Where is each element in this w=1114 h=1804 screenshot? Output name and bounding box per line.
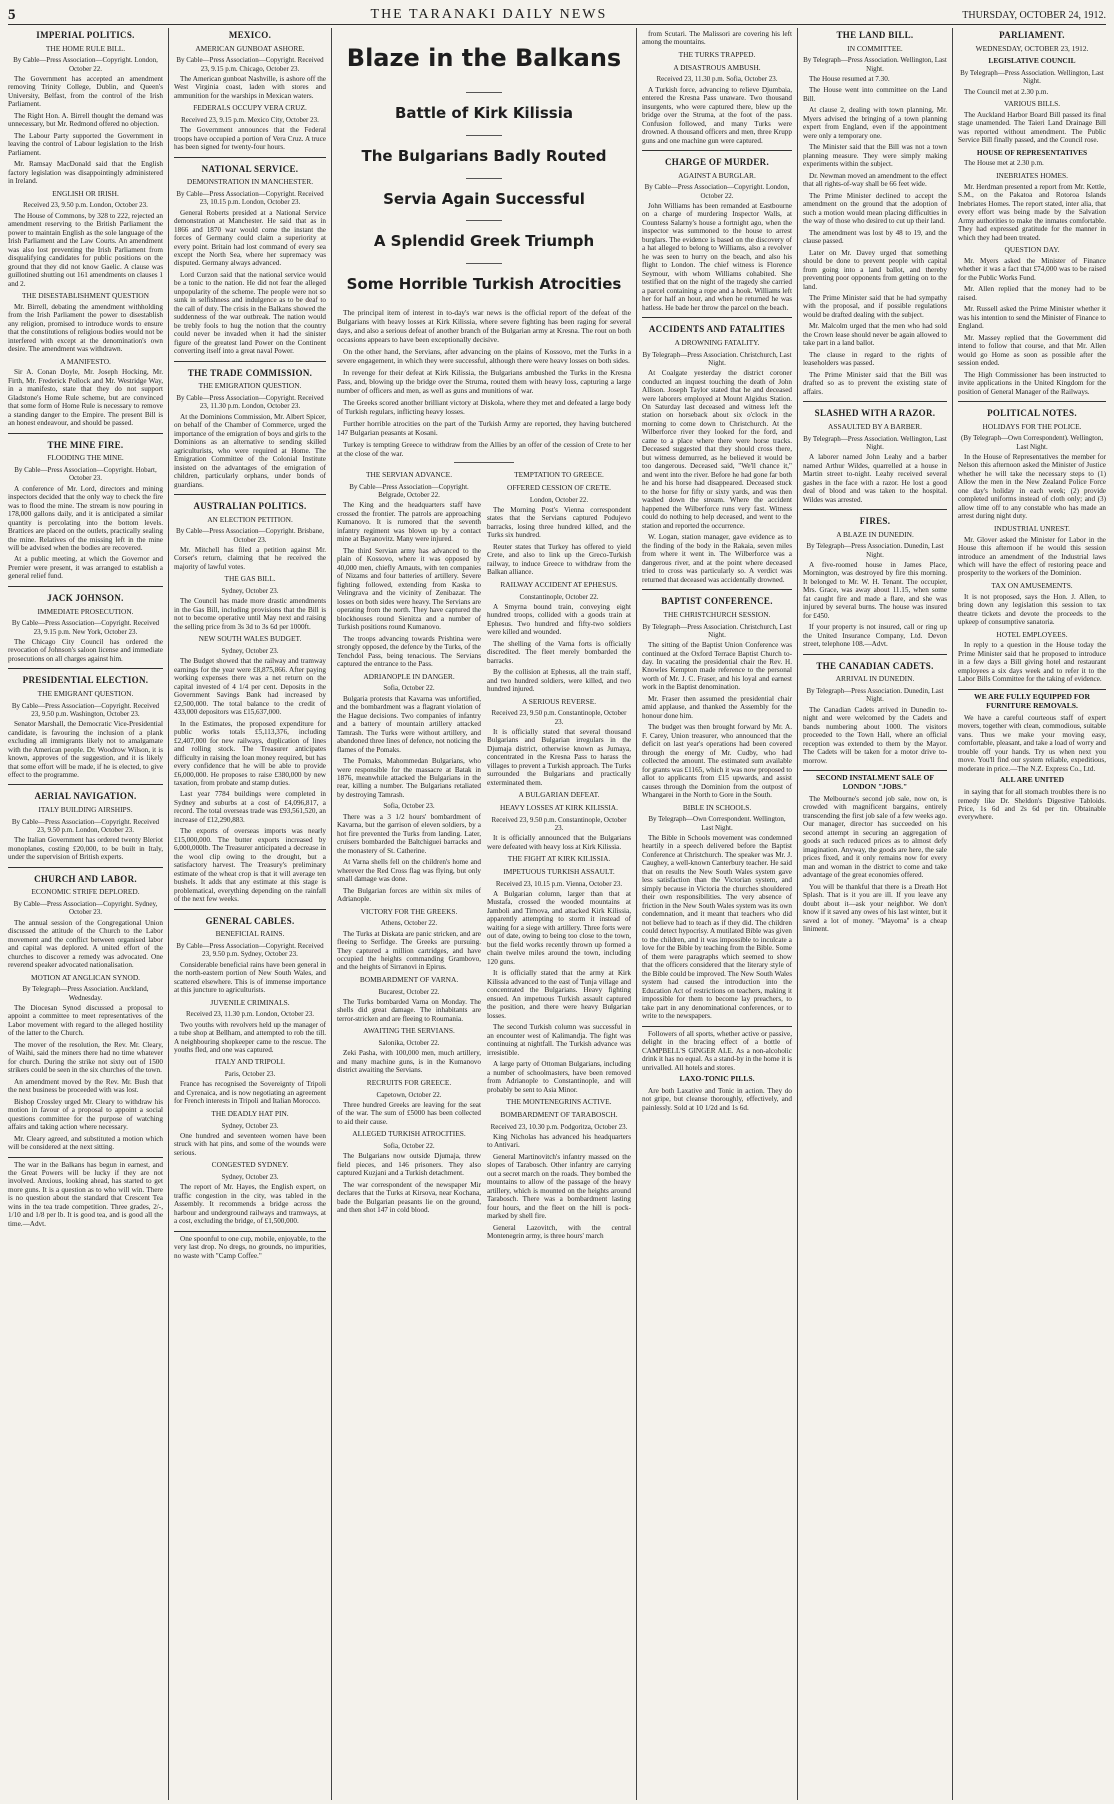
- divider: [466, 135, 502, 136]
- dateline: Salonika, October 22.: [378, 1039, 440, 1048]
- article-heading: POLITICAL NOTES.: [987, 408, 1077, 419]
- paragraph: Two youths with revolvers held up the manager of a tube shop at Bellham, and attempted to rob the till. A neighbouring shopkeeper came to the rescue. The youths fled, and one was captured.: [174, 1020, 326, 1054]
- feature-subcolumns: [337, 467, 631, 1243]
- dateline: Sofia, October 22.: [383, 684, 435, 693]
- divider: [642, 150, 792, 151]
- divider: [803, 654, 947, 655]
- paragraph: In reply to a question in the House today the Prime Minister said that he proposed to introduce in a few days a Bill giving hotel and restaurant employees a six days week and to refer it to the Labor Bills Committee for the taking of evidence.: [958, 641, 1106, 684]
- feature-headline: Blaze in the Balkans: [346, 44, 622, 72]
- dateline: Received 23, 9.50 p.m. Constantinople, October 23.: [491, 815, 627, 832]
- paragraph: At Varna shells fell on the children's home and wherever the Red Cross flag was flying, but only small damage was done.: [337, 858, 481, 884]
- dateline: Paris, October 23.: [224, 1070, 276, 1079]
- paragraph: A conference of Mr. Lord, directors and mining inspectors decided that the only way to check the fire was to flood the mine. The stream is now pouring in 178,000 gallons daily, and it is anticipated a similar quantity is percolating into the bottom levels. Brattices are placed on the outlets, practically sealing the mine. Relatives of the missing left in the mine will be advised when the bodies are recovered.: [8, 484, 163, 552]
- column-rule: [636, 28, 637, 1800]
- article-heading: THE CANADIAN CADETS.: [816, 660, 934, 671]
- subheading: A DISASTROUS AMBUSH.: [673, 62, 761, 72]
- subheading: AWAITING THE SERVIANS.: [363, 1026, 455, 1036]
- paragraph: Reuter states that Turkey has offered to yield Crete, and also to link up the Greco-Turkish railway, to induce Greece to withdraw from the Balkan alliance.: [487, 542, 631, 577]
- paragraph: It is not proposed, says the Hon. J. Allen, to bring down any legislation this session to tax theatre tickets and devote the proceeds to the upkeep of consumptive sanatoria.: [958, 592, 1106, 627]
- dateline: By Cable—Press Association—Copyright. Sydney, October 23.: [13, 900, 158, 917]
- subheading: JUVENILE CRIMINALS.: [210, 997, 290, 1007]
- paragraph: The shelling of the Varna forts is officially discredited. The fleet merely bombarded the barracks.: [487, 639, 631, 665]
- subheading: DEMONSTRATION IN MANCHESTER.: [186, 177, 314, 187]
- subheading: ENGLISH OR IRISH.: [52, 188, 119, 198]
- subheading: AMERICAN GUNBOAT ASHORE.: [195, 43, 305, 53]
- subheading: THE FIGHT AT KIRK KILISSIA.: [507, 854, 611, 864]
- paragraph: John Williams has been remanded at Eastbourne on a charge of murdering Inspector Walls, at Countess Salarny's house a fortnight ago, when the inspector was summoned to the house to arrest burglars. The evidence is based on the discovery of a hat alleged to belong to Williams, also a revolver he was seen to hurry on the beach, and also his flight to London. The chief witness is Florence Seymour, with whom Williams cohabited. She testified that on the night of the tragedy she carried a parcel containing a rope and a hook. Williams left her for half an hour, and when he returned he was hatless. He bade her throw the parcel on the beach.: [642, 201, 792, 312]
- dateline: By Telegraph—Press Association. Dunedin, Last Night.: [806, 687, 944, 704]
- divider: [8, 784, 163, 785]
- divider: [8, 1157, 163, 1158]
- divider: [466, 220, 502, 221]
- subheading: ALLEGED TURKISH ATROCITIES.: [352, 1129, 466, 1139]
- dateline: By Cable—Press Association—Copyright. London, October 22.: [644, 183, 790, 200]
- feature-subheadline: Servia Again Successful: [383, 189, 585, 208]
- dateline: Received 23, 9.50 p.m. Constantinople, October 23.: [491, 709, 627, 726]
- paragraph: from Scutari. The Malissori are covering his left among the mountains.: [642, 30, 792, 47]
- paragraph: A Smyrna bound train, conveying eight hundred troops, collided with a goods train at Ephesus. Two hundred and fifty-two soldiers were killed and wounded.: [487, 602, 631, 637]
- divider: [174, 909, 326, 910]
- dateline: Received 23, 10.15 p.m. Vienna, October 23.: [495, 879, 623, 888]
- article-heading: THE LAND BILL.: [836, 30, 914, 40]
- column-rule: [797, 28, 798, 1800]
- paragraph: The Prime Minister said that the Bill was drafted so as to prevent the existing state of affairs.: [803, 370, 947, 396]
- dateline: Sofia, October 23.: [383, 802, 435, 811]
- paragraph: There was a 3 1/2 hours' bombardment of Kavarna, but the garrison of eleven soldiers, by a hot fire prevented the Turks from landing. Later, cruisers bombarded the Baltchiguei barracks and the monastery of St. Catherine.: [337, 812, 481, 855]
- divider: [174, 494, 326, 495]
- paragraph: An amendment moved by the Rev. Mr. Bush that the next business be proceeded with was lost.: [8, 1077, 163, 1095]
- dateline: By Cable—Press Association—Copyright. Received 23, 9.15 p.m. New York, October 23.: [11, 619, 160, 636]
- dateline: By Cable—Press Association—Copyright. London, October 22.: [13, 56, 158, 73]
- dateline: London, October 22.: [529, 495, 589, 504]
- advertisement-heading: ALL ARE UNITED: [999, 775, 1065, 785]
- subheading: IMMEDIATE PROSECUTION.: [37, 606, 134, 616]
- subheading: THE TURKS TRAPPED.: [678, 49, 756, 59]
- article-heading: BAPTIST CONFERENCE.: [661, 596, 773, 607]
- divider: [642, 589, 792, 590]
- dateline: By Cable—Press Association—Copyright. Received 23, 9.50 p.m. London, October 23.: [11, 817, 160, 835]
- subheading: A SERIOUS REVERSE.: [521, 696, 597, 706]
- dateline: By Telegraph—Own Correspondent. Wellington, Last Night.: [648, 815, 786, 832]
- paragraph: Mr. Mitchell has filed a petition against Mr. Corser's return, claiming that he received the majority of lawful votes.: [174, 545, 326, 571]
- paragraph: In the House of Representatives the member for Nelson this afternoon asked the Minister of Justice whether he will take the necessary steps to (1) Allow the men in the New Zealand Police Force one day's holiday in each week; (2) provide completed uniforms instead of cloth only; and (3) allow time off to any constable who has made an arrest during night duty.: [958, 452, 1106, 521]
- paragraph: Three hundred Greeks are leaving for the seat of the war. The sum of £5000 has been collected to aid their cause.: [337, 1100, 481, 1126]
- paragraph: The exports of overseas imports was nearly £15,000,000. The butter exports increased by 6,000,000lb. The Treasurer anticipated a decrease in the wool clip owing to the drought, but a satisfactory harvest. The Treasury's preliminary estimate of the wheat crop is that it will average ten bushels. It adds that any estimate at this stage is problematical, everything depending on the rainfall of the next few weeks.: [174, 827, 326, 904]
- dateline: By Telegraph—Press Association. Wellington, Last Night.: [803, 434, 947, 451]
- feature-subheadline: The Bulgarians Badly Routed: [361, 147, 607, 165]
- subheading: HEAVY LOSSES AT KIRK KILISSIA.: [500, 803, 618, 812]
- advertisement-heading: SECOND INSTALMENT SALE OF LONDON "JOBS.": [815, 772, 935, 791]
- feature-subcolumn-left: [337, 467, 481, 1243]
- dateline: Sydney, October 23.: [221, 587, 279, 596]
- paragraph: W. Logan, station manager, gave evidence as to the finding of the body in the Rakaia, seven miles from where it went in. The Wilberforce was a dangerous river, and at the point where deceased tried to cross was particularly so. A verdict was returned that deceased was accidentally drowned.: [642, 533, 792, 584]
- dateline: By Cable—Press Association—Copyright. Received 23, 9.50 p.m. Sydney, October 23.: [176, 942, 324, 959]
- dateline: By Cable—Press Association—Copyright. Received 23, 11.30 p.m. London, October 23.: [176, 394, 324, 411]
- subheading: A DROWNING FATALITY.: [674, 337, 760, 347]
- paragraph: The Government has accepted an amendment removing Trinity College, Dublin, and Queen's University, Belfast, from the control of the Irish Parliament.: [8, 74, 163, 109]
- advertisement-heading: WE ARE FULLY EQUIPPED FOR FURNITURE REMOVALS.: [974, 691, 1090, 710]
- paragraph: The Labour Party supported the Government in leaving the control of Labour legislation to the Irish Parliament.: [8, 131, 163, 157]
- advertisement: The war in the Balkans has begun in earnest, and the Great Powers will be lucky if they are not involved. Anxious, looking ahead, has started to get more guns. It is a question as to who will win. There is no question about the standard that Crescent Tea wins in the tea trade competition. Three grades, 2/-, 1/10 and 1/8 per lb. It is good tea, and is good all the time.—Advt.: [8, 1160, 163, 1228]
- subheading: THE MONTENEGRINS ACTIVE.: [506, 1097, 612, 1107]
- paragraph: The Italian Government has ordered twenty Bleriot monoplanes, costing £20,000, to be built in Italy, under the supervision of British experts.: [8, 836, 163, 862]
- feature-subheadline: Some Horrible Turkish Atrocities: [346, 275, 622, 294]
- subheading: A BULGARIAN DEFEAT.: [518, 790, 600, 800]
- paragraph: Bishop Crossley urged Mr. Cleary to withdraw his motion in favour of a proposal to appoint a social questions committee for the purpose of watching affairs and taking action where necessary.: [8, 1097, 163, 1132]
- dateline: Sydney, October 23.: [221, 1173, 279, 1182]
- article-heading: ACCIDENTS AND FATALITIES: [648, 324, 786, 335]
- paragraph: At Coalgate yesterday the district coroner conducted an inquest touching the death of John Allison. Joseph Taylor stated that he and deceased were laborers employed at Mount Algidus Station. On Saturday last deceased and witness left the station on horseback about six o'clock in the morning to come down to Christchurch. At the Wilberforce river they looked for the ford, and came to a place where there were horse tracks. Deceased suggested that they should cross there, but witness demurred, as he believed it would be too dangerous. Deceased said, "We'll chance it," and went into the river. Before he had gone far both he and his horse had disappeared. Deceased stuck to the horse for fifty or sixty yards, and was then washed down the stream. Where the accident happened the Wilberforce runs very fast. Witness could do nothing to help deceased, and went to the station and reported the occurrence.: [642, 369, 792, 530]
- dateline: By Telegraph—Press Association. Wellington, Last Night.: [803, 56, 947, 73]
- paragraph: King Nicholas has advanced his headquarters to Antivari.: [487, 1132, 631, 1150]
- column-rule: [168, 28, 169, 1800]
- masthead: [8, 6, 1106, 25]
- paragraph: The Diocesan Synod discussed a proposal to appoint a committee to meet representatives of the Labor movement with regard to the alleged hostility of the latter to the Church.: [8, 1003, 163, 1038]
- article-heading: NATIONAL SERVICE.: [201, 163, 299, 174]
- subheading: ITALY AND TRIPOLI.: [215, 1057, 285, 1067]
- subheading: RECRUITS FOR GREECE.: [366, 1077, 452, 1087]
- paragraph: The King and the headquarters staff have crossed the frontier. The patrols are approaching Kumanovo. It is rumored that the seventh infantry regiment was blown up by a contact mine at Bayanovitz. Many were injured.: [337, 501, 481, 544]
- paragraph: Bulgaria protests that Kavarna was unfortified, and the bombardment was a flagrant violation of the Hague decisions. Two companies of infantry and a battery of mountain artillery attacked Tamrash. The Turks were without artillery, and abandoned three lines of defence, not noticing the flames of the Pomaks.: [337, 694, 481, 754]
- newspaper-title: THE TARANAKI DAILY NEWS: [370, 7, 608, 22]
- subheading: HOUSE OF REPRESENTATIVES: [976, 147, 1088, 157]
- paragraph: The budget was then brought forward by Mr. A. F. Carey, Union treasurer, who announced that the deficit on last year's operations had been covered through the energy of Mr. Cudby, who had collected the amount. The estimated sum available for grants was £1165, which it was now proposed to allot to applicants from £15 upwards, and assist causes through the Dominion from the outpost of Whangarei in the North to Gore in the South.: [642, 723, 792, 800]
- divider: [8, 867, 163, 868]
- paragraph: The House of Commons, by 328 to 222, rejected an amendment reserving to the British Parliament the power to maintain English as the sole language of the Irish Parliament and the Law Courts. An amendment was also lost preventing the Irish Parliament from disqualifying candidates for public positions on the ground that they did not know Gaelic. A clause was guillotined shutting out 161 amendments on clauses 1 and 2.: [8, 211, 163, 288]
- divider: [454, 462, 514, 463]
- article-heading: AUSTRALIAN POLITICS.: [193, 501, 307, 512]
- subheading: ASSAULTED BY A BARBER.: [828, 421, 922, 431]
- divider: [174, 157, 326, 158]
- paragraph: The second Turkish column was successful in an encounter west of Kalimandja. The fight was continuing at nightfall. The Turkish advance was irresistible.: [487, 1023, 631, 1057]
- paragraph: The Council met at 2.30 p.m.: [964, 87, 1049, 96]
- column-3: [333, 28, 635, 1800]
- subheading: THE HOME RULE BILL.: [45, 43, 126, 53]
- dateline: By Cable—Press Association—Copyright. Brisbane, October 23.: [176, 527, 324, 544]
- article-heading: CHURCH AND LABOR.: [34, 873, 137, 884]
- paragraph: It is officially announced that the Bulgarians were defeated with heavy loss at Kirk Kilissia.: [487, 834, 631, 851]
- paragraph: The report of Mr. Hayes, the English expert, on traffic congestion in the city, was tabled in the Assembly. It recommends a bridge across the harbour and underground railways and tramways, at a cost, excluding the bridge, of £1,500,000.: [174, 1183, 326, 1226]
- dateline: By Telegraph—Press Association. Auckland, Wednesday.: [22, 985, 149, 1002]
- paragraph: Mr. Ramsay MacDonald said that the English factory legislation was disappointingly administered in Ireland.: [8, 160, 163, 186]
- dateline: Sydney, October 23.: [221, 1121, 279, 1130]
- subheading: INDUSTRIAL UNREST.: [994, 523, 1070, 533]
- feature-subcolumn-right: [487, 467, 631, 1243]
- paragraph: The Prime Minister said that he had sympathy with the proposal, and if possible regulations would be drafted dealing with the subject.: [803, 293, 947, 319]
- subheading: HOLIDAYS FOR THE POLICE.: [982, 421, 1082, 431]
- advertisement: in saying that for all stomach troubles there is no remedy like Dr. Sheldon's Digestive Tabloids. Price, 1s 6d and 2s 6d per tin. Obtainable everywhere.: [958, 788, 1106, 822]
- article-heading: JACK JOHNSON.: [47, 592, 124, 603]
- subheading: BENEFICIAL RAINS.: [215, 929, 285, 939]
- divider: [958, 689, 1106, 690]
- paragraph: The Morning Post's Vienna correspondent states that the Servians captured Podujevo barracks, losing three hundred killed, and the Turks six hundred.: [487, 505, 631, 540]
- paragraph: The American gunboat Nashville, is ashore off the West Virginia coast, laden with stores and ammunition for the warships in Mexican waters.: [174, 74, 326, 100]
- dateline: Received 23, 9.15 p.m. Mexico City, October 23.: [181, 116, 319, 125]
- subheading: VARIOUS BILLS.: [1003, 99, 1061, 109]
- dateline: By Cable—Press Association—Copyright. Received 23, 9.15 p.m. Chicago, October 23.: [176, 56, 324, 73]
- page-number: 5: [8, 6, 16, 23]
- paragraph: Mr. Massey replied that the Government did intend to follow that course, and that Mr. Allen would go Home as soon as possible after the session ended.: [958, 333, 1106, 368]
- paragraph: Senator Marshall, the Democratic Vice-Presidential candidate, is favouring the inclusion of a plank excluding all immigrants likely not to amalgamate with the American people. Dr. Woodrow Wilson, it is known, approves of the suggestion, and it is likely that some effort will be made, if he is elected, to give effect to the programme.: [8, 720, 163, 779]
- divider: [8, 433, 163, 434]
- paragraph: Mr. Fraser then assumed the presidential chair amid applause, and thanked the Assembly for the honour done him.: [642, 694, 792, 720]
- dateline: Capetown, October 22.: [376, 1090, 442, 1099]
- article-heading: AERIAL NAVIGATION.: [34, 791, 137, 802]
- subheading: INEBRIATES HOMES.: [996, 170, 1068, 180]
- column-4: [638, 28, 796, 1800]
- dateline: Received 23, 11.30 p.m. London, October 23.: [185, 1010, 315, 1019]
- dateline: By Cable—Press Association—Copyright. Belgrade, October 22.: [349, 482, 469, 500]
- subheading: AGAINST A BURGLAR.: [678, 170, 756, 180]
- subheading: THE SERVIAN ADVANCE.: [365, 470, 453, 480]
- article-heading: THE MINE FIRE.: [47, 439, 124, 450]
- advertisement: The Melbourne's second job sale, now on, is crowded with magnificent bargains, entirely transcending the first job sale of a few weeks ago. Our manager, director has succeeded on his second attempt in securing an aggregation of goods at such reduced prices as to almost defy imagination. Anyway, the goods are here, the sale prices fixed, and it only remains now for every man and woman in the district to come and take advantage of the great economies offered.: [803, 794, 947, 880]
- dateline: Constantinople, October 22.: [519, 592, 599, 601]
- article-heading: FIRES.: [859, 516, 891, 527]
- article-heading: PRESIDENTIAL ELECTION.: [22, 675, 149, 686]
- subheading: MOTION AT ANGLICAN SYNOD.: [30, 972, 141, 982]
- paragraph: On the other hand, the Servians, after advancing on the plains of Kossovo, met the Turks in a severe engagement, in which they were successful, although there were heavy losses on both sides.: [337, 346, 631, 365]
- dateline: (By Telegraph—Own Correspondent). Wellington, Last Night.: [961, 434, 1103, 451]
- paragraph: A Bulgarian column, larger than that at Mustafa, crossed the wooded mountains at Jamboli and Tirnova, and attacked Kirk Kilissia, apparently attempting to storm it instead of waiting for a siege with artillery. Three forts were out of date, owing to being too close to the town, but the field works recently thrown up formed a chain twelve miles around the town, including 120 guns.: [487, 889, 631, 966]
- paragraph: Zeki Pasha, with 100,000 men, much artillery, and many machine guns, is in the Kumanovo district awaiting the Servians.: [337, 1049, 481, 1075]
- dateline: By Cable—Press Association—Copyright. Received 23, 9.50 p.m. Washington, October 23.: [11, 701, 160, 718]
- paragraph: The Chicago City Council has ordered the revocation of Johnson's saloon license and immediate prosecutions on all charges against him.: [8, 637, 163, 663]
- paragraph: The Canadian Cadets arrived in Dunedin to-night and were welcomed by the Cadets and bands numbering about 1000. The visitors proceeded to the Town Hall, where an official reception was extended to them by the Mayor. The Cadets will be taken for a motor drive to-morrow.: [803, 705, 947, 765]
- article-heading: THE TRADE COMMISSION.: [187, 367, 313, 378]
- paragraph: Mr. Malcolm urged that the men who had sold the Crown lease should never be again allowed to take part in a land ballot.: [803, 322, 947, 348]
- subheading: ECONOMIC STRIFE DEPLORED.: [31, 887, 140, 897]
- paragraph: The amendment was lost by 48 to 19, and the clause passed.: [803, 228, 947, 246]
- paragraph: Mr. Glover asked the Minister for Labor in the House this afternoon if he would this session introduce an amendment of the Industrial laws which will have the effect of restoring peace and prosperity to the workers of the Dominion.: [958, 535, 1106, 578]
- paragraph: At clause 2, dealing with town planning, Mr. Myers advised the bringing of a town planning expert from England, even if the appointment were only a temporary one.: [803, 106, 947, 140]
- subheading: IMPETUOUS TURKISH ASSAULT.: [503, 866, 615, 876]
- paragraph: The sitting of the Baptist Union Conference was continued at the Oxford Terrace Baptist Church to-day. In vacating the presidential chair the Rev. H. Knowles Kempton made reference to the personal worth of Mr. J. C. Fraser, and his loyal and earnest work in the Baptist denomination.: [642, 641, 792, 692]
- dateline: By Telegraph—Press Association. Christchurch, Last Night.: [642, 622, 792, 639]
- subheading: QUESTION DAY.: [1004, 245, 1060, 255]
- divider: [174, 361, 326, 362]
- paragraph: The Bulgarians now outside Djumaja, threw field pieces, and 146 prisoners. They also captured Kuzjani and a Turkish detachment.: [337, 1152, 481, 1178]
- dateline: Athens, October 22.: [380, 919, 438, 928]
- subheading: ITALY BUILDING AIRSHIPS.: [38, 805, 133, 815]
- paragraph: It is officially stated that several thousand Bulgarians and Bulgarian irregulars in the Djumaja district, otherwise known as Jumaya, concentrated in the Kresna Pass to harass the villages to prevent a Turkish approach. The Turks surrounded the Bulgarians and practically exterminated them.: [487, 727, 631, 787]
- article-heading: PARLIAMENT.: [999, 30, 1065, 40]
- divider: [803, 770, 947, 771]
- dateline: Bucarest, October 22.: [378, 987, 440, 996]
- subheading: ADRIANOPLE IN DANGER.: [363, 671, 455, 681]
- divider: [803, 401, 947, 402]
- paragraph: Dr. Newman moved an amendment to the effect that all rights-of-way shall be 66 feet wide.: [803, 171, 947, 189]
- column-rule: [952, 28, 953, 1800]
- divider: [642, 1026, 792, 1027]
- paragraph: The Greeks scored another brilliant victory at Diskola, where they met and defeated a large body of Turkish regulars, inflicting heavy losses.: [337, 398, 631, 417]
- paragraph: The High Commissioner has been instructed to invite applications in the United Kingdom for the position of General Manager of the Railways.: [958, 370, 1106, 396]
- divider: [466, 178, 502, 179]
- feature-summary: [337, 308, 631, 458]
- paragraph: The Bible in Schools movement was condemned heartily in a speech delivered before the Baptist Conference at Christchurch. The speaker was Mr. J. Caughey, a well-known Canterbury teacher. He said that on results the New South Wales system gave less satisfaction than the Victorian system, and simply because in Victoria the churches shouldered their own responsibilities. The very absence of friction in the New South Wales system was its own condemnation, and it meant that teachers who did not believe had to teach as if they did. The children could detect hypocrisy. A mutilated Bible was given to the children, and it was impossible to inculcate a love for the Bible by teaching from the Bible. Some of them were paragraphs which seemed to show that the officers considered that the literary style of the Bible could be improved. The New South Wales system had caused the introduction into the Education Act of restrictions on teachers, making it impossible for them to become lay preachers, to take part in any denominational conferences, or to write to the newspapers.: [642, 833, 792, 1021]
- subheading: THE EMIGRANT QUESTION.: [37, 688, 134, 698]
- paragraph: The mover of the resolution, the Rev. Mr. Cleary, of Waihi, said the miners there had no time whatever for church. During the strike not sixty out of 1500 strikers could be seen in the six churches of the town.: [8, 1040, 163, 1075]
- issue-date: THURSDAY, OCTOBER 24, 1912.: [962, 9, 1106, 21]
- divider: [8, 668, 163, 669]
- subheading: LEGISLATIVE COUNCIL: [988, 56, 1076, 66]
- subheading: OFFERED CESSION OF CRETE.: [507, 482, 611, 492]
- divider: [466, 263, 502, 264]
- divider: [803, 509, 947, 510]
- paragraph: Mr. Cleary agreed, and substituted a motion which will be considered at the next sitting.: [8, 1134, 163, 1152]
- paragraph: Turkey is tempting Greece to withdraw from the Allies by an offer of the cession of Crete to her at the close of the war.: [337, 440, 631, 459]
- paragraph: Mr. Russell asked the Prime Minister whether it was his intention to send the Minister of Finance to England.: [958, 305, 1106, 331]
- paragraph: The House resumed at 7.30.: [809, 74, 890, 83]
- paragraph: Lord Curzon said that the national service would be a tonic to the nation. He did not fear the alleged unpopularity of the scheme. The people were not so sunk in selfishness and indulgence as to be deaf to the call of duty. The crisis in the Balkans showed the suddenness of the war outbreak. The nation would be trebly fools to hug the notion that the country could never be invaded when it had the sinister figure of the greatest land Power on the Continent converting itself into a great naval Power.: [174, 270, 326, 356]
- paragraph: The troops advancing towards Prishtina were strongly opposed, the defence by the Turks, of the Tenchdol Pass, being tenacious. The Servians captured the entrance to the Pass.: [337, 634, 481, 669]
- paragraph: Mr. Myers asked the Minister of Finance whether it was a fact that £74,000 was to be raised for the Public Works Fund.: [958, 256, 1106, 282]
- subheading: A BLAZE IN DUNEDIN.: [836, 529, 914, 539]
- subheading: THE GAS BILL.: [224, 574, 276, 584]
- paragraph: The House met at 2.30 p.m.: [964, 159, 1044, 168]
- paragraph: A large party of Ottoman Bulgarians, including a number of schoolmasters, have been removed from Adrianople to Constantinople, and will probably be sent to Asia Minor.: [487, 1060, 631, 1094]
- paragraph: Later on Mr. Davey urged that something should be done to prevent people with capital from going into a land ballot, and thereby preventing poor opponents from getting on to the land.: [803, 248, 947, 291]
- dateline: WEDNESDAY, OCTOBER 23, 1912.: [975, 43, 1089, 53]
- article-heading: GENERAL CABLES.: [205, 915, 295, 926]
- paragraph: General Martinovitch's infantry massed on the slopes of Tarabosch. Other infantry are carrying out a secret march on the roads. They bombed the mountains to allow of the passage of the heavy artillery, which is mounted on the heights around Tarabosch. There was a bombardment lasting four hours, and the fleet on the hill is pock-marked by shell fire.: [487, 1152, 631, 1221]
- subheading: THE DISESTABLISHMENT QUESTION: [22, 291, 149, 300]
- paragraph: A laborer named John Leahy and a barber named Arthur Wildes, quarrelled at a house in Martin street to-night. Leahy received several gashes in the face with a razor. He lost a good deal of blood and was taken to the hospital. Wildes was arrested.: [803, 453, 947, 504]
- subheading: CONGESTED SYDNEY.: [211, 1160, 289, 1170]
- paragraph: By the collision at Ephesus, all the train staff, and two hundred soldiers, were killed, and two hundred injured.: [487, 668, 631, 694]
- subheading: A MANIFESTO.: [60, 356, 111, 366]
- paragraph: The Bulgarian forces are within six miles of Adrianople.: [337, 886, 481, 904]
- paragraph: The Budget showed that the railway and tramway earnings for the year were £8,875,866. After paying working expenses there was a net return on the capital invested of 4 1/4 per cent. Deposits in the Government Savings Bank had increased by £2,500,000. The total balance to the credit of 433,000 depositors was £15,637,000.: [174, 657, 326, 717]
- paragraph: One hundred and seventeen women have been struck with hat pins, and some of the wounds were serious.: [174, 1131, 326, 1157]
- paragraph: A Turkish force, advancing to relieve Djumbaia, entered the Kresna Pass unaware. Two thousand insurgents, who were captured there, blew up the bridge over the Struma, at the foot of the pass. Confusion followed, and many Turks were drowned. A thousand officers and men, three Krupp guns and one machine gun were captured.: [642, 85, 792, 145]
- paragraph: A five-roomed house in James Place, Mornington, was destroyed by fire this morning. It belonged to Mr. W. H. Tenant. The occupier, Mrs. Grace, was away about 11.15, when some fat caught fire and made a flare, and she was injured by several burns. The house was insured for £450.: [803, 560, 947, 620]
- subheading: VICTORY FOR THE GREEKS.: [360, 906, 458, 916]
- paragraph: The Right Hon. A. Birrell thought the demand was unnecessary, but Mr. Redmond offered no objection.: [8, 111, 163, 129]
- subheading: AN ELECTION PETITION.: [207, 514, 293, 524]
- column-2: [170, 28, 330, 1800]
- divider: [466, 92, 502, 93]
- paragraph: In revenge for their defeat at Kirk Kilissia, the Bulgarians ambushed the Turks in the Kresna Pass, and, blowing up the bridge over the Struma, routed them with heavy loss, capturing a large number of officers and men, as well as guns and munitions of war.: [337, 367, 631, 395]
- advertisement: Are both Laxative and Tonic in action. They do not gripe, but cleanse thoroughly, effectively, and painlessly. Sold at 10 1/2d and 1s 6d.: [642, 1087, 792, 1112]
- dateline: By Cable—Press Association—Copyright. Hobart, October 23.: [14, 466, 157, 483]
- subheading: TAX ON AMUSEMENTS.: [991, 580, 1073, 590]
- paragraph: The Turks at Diskata are panic stricken, and are fleeing to Serfidge. The Greeks are pursuing. They captured a million cartridges, and have occupied the heights commanding Grambovo, and the heights of Sirranovi in Epirus.: [337, 929, 481, 972]
- divider: [174, 1231, 326, 1232]
- paragraph: The Minister said that the Bill was not a town planning measure. They were simply making experiments within the subject.: [803, 143, 947, 169]
- paragraph: Mr. Allen replied that the money had to be raised.: [958, 285, 1106, 302]
- paragraph: The principal item of interest in to-day's war news is the official report of the defeat of the Bulgarians with heavy losses at Kirk Kilissia, where severe fighting has been raging for several days, and also a serious defeat of another branch of the Bulgarian army at Kresna. The rout on both occasions appears to have been exceptionally decisive.: [337, 307, 631, 344]
- dateline: By Cable—Press Association—Copyright. Received 23, 10.15 p.m. London, October 23.: [176, 190, 324, 207]
- column-6: [954, 28, 1110, 1800]
- subheading: RAILWAY ACCIDENT AT EPHESUS.: [500, 579, 618, 589]
- subheading: BOMBARDMENT OF TARABOSCH.: [500, 1109, 618, 1119]
- subheading: THE DEADLY HAT PIN.: [211, 1108, 289, 1118]
- paragraph: At a public meeting, at which the Governor and Premier were present, it was arranged to establish a general relief fund.: [8, 555, 163, 581]
- feature-subheadline: A Splendid Greek Triumph: [373, 232, 595, 251]
- paragraph: Further horrible atrocities on the part of the Turkish Army are reported, they having butchered 147 Bulgarian peasants at Kosani.: [337, 419, 631, 438]
- paragraph: The Government announces that the Federal troops have occupied a portion of Vera Cruz. A truce has been signed for twenty-four hours.: [174, 126, 326, 152]
- subheading: ARRIVAL IN DUNEDIN.: [835, 674, 915, 684]
- advertisement-heading: LAXO-TONIC PILLS.: [679, 1074, 755, 1084]
- paragraph: The Council has made more drastic amendments in the Gas Bill, including provisions that the Bill is not to become operative until May next and raising the selling price from 3s 3d to 3s 6d per 1000ft.: [174, 597, 326, 631]
- advertisement: Followers of all sports, whether active or passive, delight in the bracing effect of a bottle of CAMPBELL'S GINGER ALE. As a non-alcoholic drink it has no equal. As a stand-by in the home it is unrivalled. All hotels and stores.: [642, 1029, 792, 1072]
- dateline: Sydney, October 23.: [221, 646, 279, 655]
- article-heading: CHARGE OF MURDER.: [664, 157, 769, 168]
- advertisement: We have a careful courteous staff of expert movers, together with clean, commodious, suitable vans. Thus we make your moving easy, comfortable, pleasant, and take a load of worry and trouble off your hands. Try us when next you move. You'll find our system reliable, expeditious, moderate in price.—The N.Z. Express Co., Ltd.: [958, 713, 1106, 773]
- subheading: FLOODING THE MINE.: [47, 453, 124, 463]
- subheading: NEW SOUTH WALES BUDGET.: [198, 634, 302, 644]
- paragraph: At the Dominions Commission, Mr. Albert Spicer, on behalf of the Chamber of Commerce, urged the importance of the emigration of boys and girls to the Dominions as an alternative to sending skilled agriculturists, who were required at Home. The Emigration Committee of the Colonial Institute insisted on the advantages of the emigration of children, particularly orphans, under bonds of guardians.: [174, 412, 326, 489]
- dateline: By Telegraph—Press Association. Dunedin, Last Night.: [806, 542, 944, 559]
- paragraph: General Roberts presided at a National Service demonstration at Manchester. He said that as in 1866 and 1870 war would come the instant the forces of Germany could claim a superiority at every point. Britain had lost command of every sea except the North Sea, where her supremacy was disputed. Germany always advanced.: [174, 208, 326, 268]
- paragraph: The clause in regard to the rights of leaseholders was passed.: [803, 350, 947, 368]
- article-heading: MEXICO.: [228, 30, 272, 40]
- paragraph: The annual session of the Congregational Union discussed the attitude of the Church to the Labor movement and the conflict between organised labor and capital was deplored. A united effort of the churches to discover a remedy was advocated. One reverend speaker advocated nationalisation.: [8, 918, 163, 970]
- paragraph: France has recognised the Sovereignty of Tripoli and Cyrenaica, and is now negotiating an agreement for French interests in Tripoli and Italian Morocco.: [174, 1080, 326, 1106]
- paragraph: The Pomaks, Mahommedan Bulgarians, who were responsible for the massacre at Batak in 1876, meanwhile attacked the Bulgarians in the rear, killing a number. The Bulgarians retaliated by destroying Tamrash.: [337, 757, 481, 799]
- subheading: BOMBARDMENT OF VARNA.: [359, 974, 459, 984]
- column-5: [799, 28, 951, 1800]
- subheading: HOTEL EMPLOYEES.: [996, 629, 1068, 639]
- subheading: IN COMMITTEE.: [847, 43, 903, 53]
- article-heading: IMPERIAL POLITICS.: [36, 30, 135, 40]
- paragraph: Mr. Birrell, debating the amendment withholding from the Irish Parliament the power to disestablish any religion, promised to introduce words to ensure that the constitutions of religious bodies would not be interfered with except at the denomination's own desire. The amendment was withdrawn.: [8, 302, 163, 354]
- column-1: [4, 28, 167, 1800]
- divider: [8, 586, 163, 587]
- dateline: Sofia, October 22.: [383, 1142, 435, 1150]
- paragraph: The Turks bombarded Varna on Monday. The shells did great damage. The inhabitants are terror-stricken and are fleeing to Roumania.: [337, 997, 481, 1023]
- advertisement: You will be thankful that there is a Dreath Hot Splash. That is it you are ill. If you leave any doubt about it—ask your neighbor. We don't know if it saved any owes of his last winter, but it saved a lot of money. "Mayoma" is a cheap liniment.: [803, 882, 947, 934]
- column-rule: [331, 28, 332, 1800]
- feature-subheadline: Battle of Kirk Kilissia: [394, 104, 573, 123]
- dateline: By Telegraph—Press Association. Christchurch, Last Night.: [642, 350, 792, 367]
- advertisement: One spoonful to one cup, mobile, enjoyable, to the very last drop. No dregs, no grounds, no impurities, no waste with "Camp Coffee.": [174, 1234, 326, 1260]
- dateline: By Telegraph—Press Association. Wellington, Last Night.: [960, 69, 1104, 86]
- subheading: THE EMIGRATION QUESTION.: [198, 381, 302, 391]
- paragraph: Considerable beneficial rains have been general in the north-eastern portion of New South Wales, and scattered elsewhere. This is of immense importance at this juncture to agriculturists.: [174, 960, 326, 995]
- paragraph: Last year 7784 buildings were completed in Sydney and suburbs at a cost of £4,096,817, a record. The total overseas trade was £93,561,520, an increase of £12,290,883.: [174, 790, 326, 824]
- paragraph: The Auckland Harbor Board Bill passed its final stage unamended. The Taieri Land Drainage Bill was reported without amendment. The Public Service Bill finally passed, and the Council rose.: [958, 110, 1106, 145]
- subheading: THE CHRISTCHURCH SESSION.: [663, 609, 771, 619]
- paragraph: General Lazovitch, with the central Montenegrin army, is three hours' march: [487, 1223, 631, 1241]
- paragraph: The House went into committee on the Land Bill.: [803, 86, 947, 103]
- dateline: Received 23, 9.50 p.m. London, October 23.: [23, 201, 148, 210]
- article-heading: SLASHED WITH A RAZOR.: [814, 408, 936, 419]
- paragraph: The third Servian army has advanced to the plain of Kossovo, where it was opposed by 40,000 men, chiefly Arnauts, with ten companies of Nizams and four batteries of artillery. Severe fighting followed, extending from Kaska to Velingrava and the vicinity of Zenibazar. The losses on both sides were heavy. The Servians are operating from the north. They have captured the blockhouses round Sienitza and a number of Turkish positions round Kumanovo.: [337, 546, 481, 632]
- divider: [958, 401, 1106, 402]
- divider: [642, 317, 792, 318]
- dateline: Received 23, 10.30 p.m. Podgoritza, October 23.: [490, 1122, 628, 1131]
- paragraph: The Prime Minister declined to accept the amendment on the ground that the adoption of such a motion would mean placing difficulties in the way of those who desired to cut up their land.: [803, 191, 947, 226]
- paragraph: The war correspondent of the newspaper Mir declares that the Turks at Kirsova, near Kochana, bade the Bulgarian peasants lie on the ground, and then shot 147 in cold blood.: [337, 1180, 481, 1215]
- dateline: Received 23, 11.30 p.m. Sofia, October 23.: [656, 75, 778, 84]
- paragraph: It is officially stated that the army at Kirk Kilissia advanced to the east of Tunja village and concentrated the Bulgarians. Heavy fighting ensued. An impetuous Turkish assault captured the position, and there were heavy Bulgarian losses.: [487, 969, 631, 1020]
- subheading: FEDERALS OCCUPY VERA CRUZ.: [193, 103, 307, 113]
- paragraph: Sir A. Conan Doyle, Mr. Joseph Hocking, Mr. Firth, Mr. Frederick Pollock and Mr. Westridge Way, in a manifesto, state that they do not support Gladstone's Home Rule scheme, but are convinced that some form of Home Rule is necessary to remove a standing danger to the Empire. The present Bill is an honest endeavour, and should be passed.: [8, 368, 163, 428]
- paragraph: Mr. Herdman presented a report from Mr. Kettle, S.M., on the Pakatoa and Rotoroa Islands Inebriates Homes. The report stated, inter alia, that every effort was being made by the Salvation Army authorities to make the inmates comfortable. They had expressed gratitude for the manner in which they had been treated.: [958, 182, 1106, 242]
- paragraph: In the Estimates, the proposed expenditure for public works totals £5,113,376, including £2,407,000 for new railways, duplication of lines and rolling stock. The Treasurer anticipates difficulty in raising the loan money required, but has every confidence that he will be able to provide £6,000,000. He proposes to raise £380,000 by new taxation, from probate and stamp duties.: [174, 719, 326, 787]
- subheading: TEMPTATION TO GREECE.: [514, 470, 604, 480]
- advertisement: If your property is not insured, call or ring up the United Insurance Company, Ltd. Devon street, telephone 108.—Advt.: [803, 623, 947, 649]
- subheading: BIBLE IN SCHOOLS.: [682, 802, 752, 812]
